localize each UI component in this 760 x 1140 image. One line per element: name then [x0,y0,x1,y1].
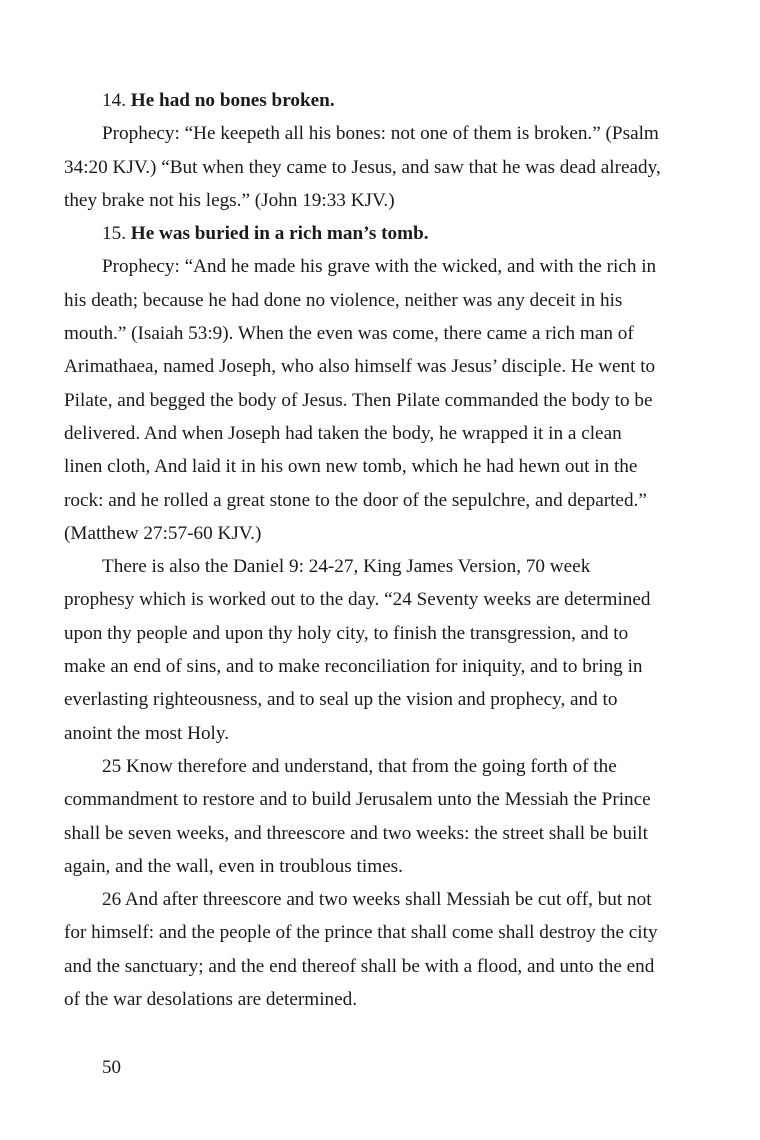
heading-15 [64,217,664,250]
page-number: 50 [102,1057,121,1078]
heading-title: He was buried in a rich man’s tomb. [130,223,429,245]
page-body [64,84,664,1016]
heading-14 [64,84,664,117]
paragraph-daniel-24: There is also the Daniel 9: 24-27, King James Version, 70 week prophesy which is worked out to the day. “24 Seventy weeks are determined upon thy people and upon thy holy city, to finish the transgression, and to make an end of sins, and to make reconciliation for iniquity, and to bring in everlasting righteousness, and to seal up the vision and prophecy, and to anoint the most Holy. [64,556,651,744]
heading-title: He had no bones broken. [130,90,335,111]
paragraph-daniel-26: 26 And after threescore and two weeks shall Messiah be cut off, but not for himself: and the people of the prince that shall come shall destroy the city and the sanctuary; and the end thereof shall be with a flood, and unto the end of the war desolations are determined. [64,889,658,1011]
heading-number: 15. [102,223,126,245]
heading-number: 14. [102,90,126,111]
paragraph-prophecy-bones: Prophecy: “He keepeth all his bones: not one of them is broken.” (Psalm 34:20 KJV.) “But when they came to Jesus, and saw that he was dead already, they brake not his legs.” (John 19:33 KJV.) [64,123,661,211]
paragraph-daniel-25: 25 Know therefore and understand, that from the going forth of the commandment to restore and to build Jerusalem unto the Messiah the Prince shall be seven weeks, and threescore and two weeks: the street shall be built again, and the wall, even in troublous times. [64,755,651,877]
paragraph-prophecy-tomb: Prophecy: “And he made his grave with the wicked, and with the rich in his death; because he had done no violence, neither was any deceit in his mouth.” (Isaiah 53:9). When the even was come, there came a rich man of Arimathaea, named Joseph, who also himself was Jesus’ disciple. He went to Pilate, and begged the body of Jesus. Then Pilate commanded the body to be delivered. And when Joseph had taken the body, he wrapped it in a clean linen cloth, And laid it in his own new tomb, which he had hewn out in the rock: and he rolled a great stone to the door of the sepulchre, and departed.” (Matthew 27:57-60 KJV.) [64,256,657,544]
